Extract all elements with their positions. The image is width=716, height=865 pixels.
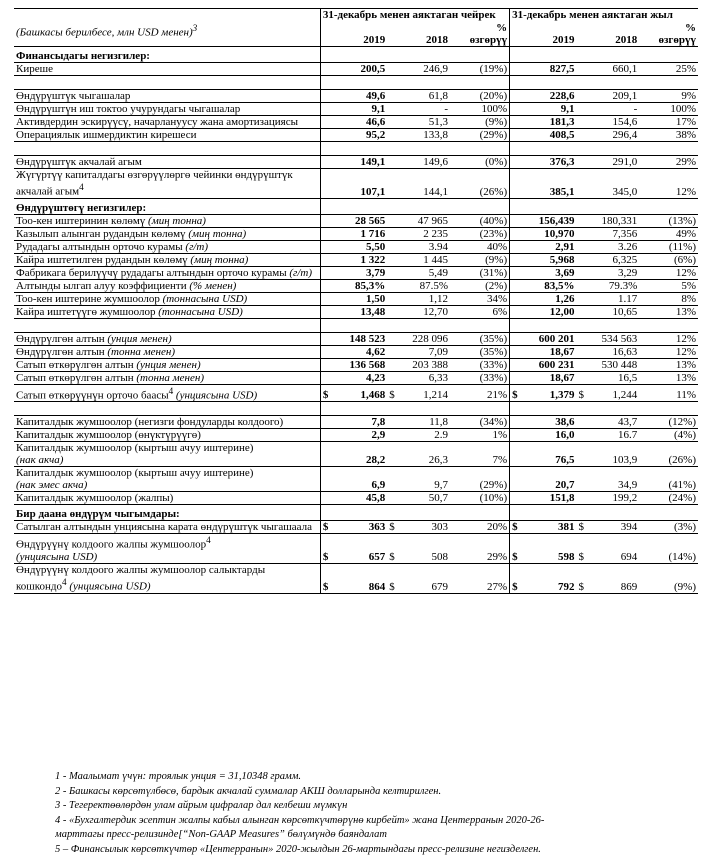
quarter-change: (29%) <box>450 467 510 492</box>
table-row <box>14 156 698 169</box>
year-2018: - <box>589 103 639 116</box>
quarter-change: 34% <box>450 292 510 305</box>
quarter-2019: 3,79 <box>335 266 387 279</box>
table-row <box>14 129 698 142</box>
year-2018: 3,29 <box>589 266 639 279</box>
year-year-2018: 2018 <box>589 22 639 47</box>
year-change: (9%) <box>639 563 698 593</box>
row-label: Кайра иштетилген рудандын көлөмү (миң тонна) <box>14 253 320 266</box>
table-row <box>14 90 698 103</box>
year-change: (4%) <box>639 429 698 442</box>
year-change: (6%) <box>639 253 698 266</box>
quarter-change: 21% <box>450 384 510 402</box>
quarter-2019: 85,3% <box>335 279 387 292</box>
year-2018: 154,6 <box>589 116 639 129</box>
quarter-change: (40%) <box>450 214 510 227</box>
year-2018: 103,9 <box>589 442 639 467</box>
row-label: Капиталдык жумшоолор (кыртыш ачуу иштерине) (нак эмес акча) <box>14 467 320 492</box>
table-row <box>14 467 698 492</box>
table-row: Сатып өткөрүүнүн орточо баасы$^4$ (унциясына USD) $ 1,468 $ 1,214 21% $ 1,379 $ 1,244 11% <box>16 385 696 402</box>
quarter-change: (23%) <box>450 227 510 240</box>
year-change: 9% <box>639 90 698 103</box>
table-row <box>14 358 698 371</box>
year-2018: 7,356 <box>589 227 639 240</box>
quarter-2018: 26,3 <box>400 442 450 467</box>
year-2018: 16,63 <box>589 345 639 358</box>
footnotes <box>55 770 705 857</box>
year-2018: 43,7 <box>589 416 639 429</box>
quarter-2018: 203 388 <box>400 358 450 371</box>
row-label: Капиталдык жумшоолор (кыртыш ачуу иштерине) (нак акча) <box>14 442 320 467</box>
quarter-change: 7% <box>450 442 510 467</box>
quarter-change: (19%) <box>450 63 510 76</box>
year-change: 13% <box>639 305 698 318</box>
row-label: Киреше <box>14 63 320 76</box>
table-row <box>14 371 698 384</box>
quarter-2019: 4,23 <box>335 371 387 384</box>
footnote: 2 - Башкасы көрсөтүлбөсө, бардык акчалай суммалар АКШ долларында келтирилген. <box>55 785 442 797</box>
year-2019: 3,69 <box>524 266 576 279</box>
table-row <box>14 416 698 429</box>
year-change: 12% <box>639 266 698 279</box>
year-2019: 18,67 <box>524 371 576 384</box>
row-label: Активдердин эскирүүсү, начарлануусу жана амортизациясы <box>14 116 320 129</box>
quarter-change: (26%) <box>450 169 510 199</box>
row-label: Өндүрүлгөн алтын (унция менен) <box>14 332 320 345</box>
quarter-2018: 61,8 <box>400 90 450 103</box>
quarter-2018: 679 <box>400 563 450 593</box>
year-2019: 600 201 <box>524 332 576 345</box>
table-row <box>14 227 698 240</box>
quarter-2018: - <box>400 103 450 116</box>
table-row: Сатылган алтындын унциясына карата өндүрүштүк чыгашаала $ 363 $ 303 20% $ 381 $ 394 (3%) <box>16 521 696 534</box>
table-row <box>14 332 698 345</box>
quarter-2019: 136 568 <box>335 358 387 371</box>
row-label: Фабрикага берилүүчү рудадагы алтындын орточо курамы (г/т) <box>14 266 320 279</box>
year-2018: 1,244 <box>589 384 639 402</box>
quarter-2018: 5,49 <box>400 266 450 279</box>
quarter-change-header: % өзгөрүү <box>450 22 510 47</box>
table-row: Өндүрүүнү колдоого жалпы жумшоолор салыктарды кошкондо$^4$ (унциясына USD) $ 864 $ 679 27% $ 792 $ 869 (9%) <box>16 563 696 593</box>
quarter-change: (20%) <box>450 90 510 103</box>
quarter-2019: 1,468 <box>335 384 387 402</box>
quarter-2018: 508 <box>400 534 450 564</box>
section-title: Финансыдагы негизгилер: <box>14 47 320 63</box>
quarter-change: (33%) <box>450 371 510 384</box>
quarter-2019: 4,62 <box>335 345 387 358</box>
year-change: 12% <box>639 332 698 345</box>
row-label: Сатып өткөрүлгөн алтын (унция менен) <box>14 358 320 371</box>
section-header-row <box>14 505 698 521</box>
spacer-row <box>14 402 698 416</box>
footnote: 1 - Маалымат үчүн: троялык унция = 31,10348 грамм. <box>55 771 302 782</box>
row-label: Кайра иштетүүгө жумшоолор (тоннасына USD) <box>14 305 320 318</box>
table-row <box>14 240 698 253</box>
year-2019: 408,5 <box>524 129 576 142</box>
quarter-2019: 107,1 <box>335 169 387 199</box>
quarter-change: (9%) <box>450 253 510 266</box>
quarter-2018: 2 235 <box>400 227 450 240</box>
year-2018: 694 <box>589 534 639 564</box>
year-2019: 181,3 <box>524 116 576 129</box>
quarter-2019: 2,9 <box>335 429 387 442</box>
quarter-2019: 13,48 <box>335 305 387 318</box>
year-2019: 228,6 <box>524 90 576 103</box>
row-label: Жүгүртүү капиталдагы өзгөрүүлөргө чейинки өндүрүштүк акчалай агым$^4$ <box>14 169 320 199</box>
quarter-change: 27% <box>450 563 510 593</box>
quarter-2019: 1,50 <box>335 292 387 305</box>
table-row <box>14 266 698 279</box>
quarter-2019: 28 565 <box>335 214 387 227</box>
row-label: Өндүрүштүк акчалай агым <box>14 156 320 169</box>
year-change: 25% <box>639 63 698 76</box>
footnote: марттагы пресс-релизинде[“Non-GAAP Measures” бөлүмүндө баяндалат <box>55 829 387 840</box>
quarter-2019: 95,2 <box>335 129 387 142</box>
row-label: Операциялык ишмердиктин кирешеси <box>14 129 320 142</box>
year-2019: 9,1 <box>524 103 576 116</box>
year-2019: 18,67 <box>524 345 576 358</box>
table-row <box>14 442 698 467</box>
quarter-change: 100% <box>450 103 510 116</box>
year-2018: 534 563 <box>589 332 639 345</box>
quarter-change: 20% <box>450 521 510 534</box>
year-2019: 10,970 <box>524 227 576 240</box>
quarter-2018: 3.94 <box>400 240 450 253</box>
quarter-2019: 28,2 <box>335 442 387 467</box>
year-2019: 156,439 <box>524 214 576 227</box>
table-row <box>14 345 698 358</box>
table-row <box>14 305 698 318</box>
quarter-2018: 51,3 <box>400 116 450 129</box>
year-change-header: % өзгөрүү <box>639 22 698 47</box>
quarter-2019: 1 322 <box>335 253 387 266</box>
year-2018: 10,65 <box>589 305 639 318</box>
row-label: Сатып өткөрүүнүн орточо баасы$^4$ (унциясына USD) <box>14 384 320 402</box>
quarter-change: 1% <box>450 429 510 442</box>
quarter-2018: 7,09 <box>400 345 450 358</box>
quarter-2019: 149,1 <box>335 156 387 169</box>
year-2018: 1.17 <box>589 292 639 305</box>
quarter-2018: 133,8 <box>400 129 450 142</box>
section-title: Өндүрүштөгү негизгилер: <box>14 198 320 214</box>
year-2019: 381 <box>524 521 576 534</box>
row-label: Өндүрүүнү колдоого жалпы жумшоолор$^4$ (унциясына USD) <box>14 534 320 564</box>
year-2018: 345,0 <box>589 169 639 199</box>
year-change: 13% <box>639 371 698 384</box>
quarter-year-2019: 2019 <box>335 22 387 47</box>
year-2018: 869 <box>589 563 639 593</box>
year-change: (24%) <box>639 492 698 505</box>
year-change: 49% <box>639 227 698 240</box>
row-label: Рудадагы алтындын орточо курамы (г/т) <box>14 240 320 253</box>
year-2019: 600 231 <box>524 358 576 371</box>
quarter-2018: 1,214 <box>400 384 450 402</box>
row-label: Тоо-кен иштеринин көлөмү (миң тонна) <box>14 214 320 227</box>
year-change: (12%) <box>639 416 698 429</box>
year-2018: 6,325 <box>589 253 639 266</box>
quarter-2019: 864 <box>335 563 387 593</box>
table-row <box>14 103 698 116</box>
quarter-change: 29% <box>450 534 510 564</box>
row-label: Капиталдык жумшоолор (жалпы) <box>14 492 320 505</box>
table-row: Өндүрүүнү колдоого жалпы жумшоолор$^4$ (унциясына USD) $ 657 $ 508 29% $ 598 $ 694 (14%) <box>16 535 696 563</box>
year-change: (14%) <box>639 534 698 564</box>
year-2018: 660,1 <box>589 63 639 76</box>
year-change: 38% <box>639 129 698 142</box>
year-change: (3%) <box>639 521 698 534</box>
row-label: Сатып өткөрүлгөн алтын (тонна менен) <box>14 371 320 384</box>
year-2019: 792 <box>524 563 576 593</box>
quarter-2019: 49,6 <box>335 90 387 103</box>
quarter-2019: 200,5 <box>335 63 387 76</box>
year-2019: 20,7 <box>524 467 576 492</box>
quarter-2018: 246,9 <box>400 63 450 76</box>
year-2019: 385,1 <box>524 169 576 199</box>
quarter-change: (29%) <box>450 129 510 142</box>
quarter-2019: 148 523 <box>335 332 387 345</box>
table-row <box>14 116 698 129</box>
quarter-2019: 7,8 <box>335 416 387 429</box>
table-row <box>14 169 698 199</box>
quarter-change: (35%) <box>450 332 510 345</box>
quarter-2019: 363 <box>335 521 387 534</box>
spacer-row <box>14 318 698 332</box>
year-2019: 376,3 <box>524 156 576 169</box>
table-row <box>14 253 698 266</box>
year-year-2019: 2019 <box>524 22 576 47</box>
spacer-row <box>14 76 698 90</box>
year-2019: 76,5 <box>524 442 576 467</box>
year-2018: 79.3% <box>589 279 639 292</box>
table-row <box>14 492 698 505</box>
quarter-2018: 87.5% <box>400 279 450 292</box>
unit-note: (Башкасы берилбесе, млн USD менен)$^3$ <box>14 22 320 47</box>
row-label: Тоо-кен иштерине жумшоолор (тоннасына USD) <box>14 292 320 305</box>
year-2019: 5,968 <box>524 253 576 266</box>
quarter-2018: 2.9 <box>400 429 450 442</box>
row-label: Өндүрүштүк чыгашалар <box>14 90 320 103</box>
quarter-2019: 657 <box>335 534 387 564</box>
spacer-row <box>14 142 698 156</box>
financial-highlights-table <box>14 8 698 594</box>
header-row-period <box>14 9 698 23</box>
quarter-2018: 12,70 <box>400 305 450 318</box>
year-2019: 83,5% <box>524 279 576 292</box>
section-header-row <box>14 47 698 63</box>
row-label: Өндүрүлгөн алтын (тонна менен) <box>14 345 320 358</box>
year-2019: 151,8 <box>524 492 576 505</box>
row-label: Өндүрүштүн иш токтоо учурундагы чыгашалар <box>14 103 320 116</box>
year-2019: 16,0 <box>524 429 576 442</box>
year-2019: 1,26 <box>524 292 576 305</box>
table-row <box>14 63 698 76</box>
quarter-2018: 144,1 <box>400 169 450 199</box>
header-row-years <box>14 22 698 47</box>
year-2018: 199,2 <box>589 492 639 505</box>
quarter-change: (9%) <box>450 116 510 129</box>
year-change: 5% <box>639 279 698 292</box>
quarter-2018: 47 965 <box>400 214 450 227</box>
year-change: 12% <box>639 345 698 358</box>
year-2019: 12,00 <box>524 305 576 318</box>
year-2018: 3.26 <box>589 240 639 253</box>
quarter-change: (0%) <box>450 156 510 169</box>
quarter-2018: 11,8 <box>400 416 450 429</box>
row-label: Казылып алынган рудандын көлөмү (миң тонна) <box>14 227 320 240</box>
row-label: Капиталдык жумшоолор (өнүктүрүүгө) <box>14 429 320 442</box>
year-change: 8% <box>639 292 698 305</box>
year-2019: 598 <box>524 534 576 564</box>
year-2019: 38,6 <box>524 416 576 429</box>
quarter-change: (31%) <box>450 266 510 279</box>
year-change: 17% <box>639 116 698 129</box>
quarter-change: 40% <box>450 240 510 253</box>
year-2018: 296,4 <box>589 129 639 142</box>
quarter-change: 6% <box>450 305 510 318</box>
year-change: (13%) <box>639 214 698 227</box>
year-2019: 1,379 <box>524 384 576 402</box>
year-column-title: 31-декабрь менен аяктаган жыл <box>510 9 698 23</box>
year-2018: 34,9 <box>589 467 639 492</box>
year-change: 12% <box>639 169 698 199</box>
quarter-change: (34%) <box>450 416 510 429</box>
quarter-change: (2%) <box>450 279 510 292</box>
year-2018: 291,0 <box>589 156 639 169</box>
quarter-2019: 9,1 <box>335 103 387 116</box>
quarter-2019: 45,8 <box>335 492 387 505</box>
year-change: (41%) <box>639 467 698 492</box>
row-label: Өндүрүүнү колдоого жалпы жумшоолор салыктарды кошкондо$^4$ (унциясына USD) <box>14 563 320 593</box>
year-change: 13% <box>639 358 698 371</box>
year-2018: 16.7 <box>589 429 639 442</box>
year-change: 100% <box>639 103 698 116</box>
table-row <box>14 214 698 227</box>
footnote: 4 - «Бухгалтердик эсептин жалпы кабыл алынган көрсөткүчтөрүнө кирбейт» жана Центерранын 2020-26- <box>55 814 545 826</box>
year-2018: 209,1 <box>589 90 639 103</box>
row-label: Сатылган алтындын унциясына карата өндүрүштүк чыгашаала <box>14 521 320 534</box>
year-change: 11% <box>639 384 698 402</box>
table-row <box>14 292 698 305</box>
footnote: 3 - Тегеректөөлөрдөн улам айрым цифралар дал келбеши мүмкүн <box>55 800 348 811</box>
year-2019: 2,91 <box>524 240 576 253</box>
quarter-change: (35%) <box>450 345 510 358</box>
quarter-year-2018: 2018 <box>400 22 450 47</box>
year-change: 29% <box>639 156 698 169</box>
row-label: Капиталдык жумшоолор (негизги фондуларды колдоого) <box>14 416 320 429</box>
table-row <box>14 429 698 442</box>
section-header-row <box>14 198 698 214</box>
quarter-2018: 149,6 <box>400 156 450 169</box>
quarter-2018: 228 096 <box>400 332 450 345</box>
quarter-column-title: 31-декабрь менен аяктаган чейрек <box>320 9 509 23</box>
year-2018: 180,331 <box>589 214 639 227</box>
footnote: 5 – Финансылык көрсөткүчтөр «Центерранын» 2020-жылдын 26-мартындагы пресс-релизине негизделген. <box>55 843 541 855</box>
quarter-2018: 1,12 <box>400 292 450 305</box>
year-2018: 16,5 <box>589 371 639 384</box>
year-2018: 530 448 <box>589 358 639 371</box>
quarter-2018: 6,33 <box>400 371 450 384</box>
quarter-2018: 303 <box>400 521 450 534</box>
quarter-change: (10%) <box>450 492 510 505</box>
quarter-2019: 6,9 <box>335 467 387 492</box>
quarter-2018: 1 445 <box>400 253 450 266</box>
year-2018: 394 <box>589 521 639 534</box>
quarter-2019: 46,6 <box>335 116 387 129</box>
quarter-change: (33%) <box>450 358 510 371</box>
quarter-2019: 5,50 <box>335 240 387 253</box>
year-change: (26%) <box>639 442 698 467</box>
year-change: (11%) <box>639 240 698 253</box>
quarter-2019: 1 716 <box>335 227 387 240</box>
quarter-2018: 50,7 <box>400 492 450 505</box>
table-row <box>14 279 698 292</box>
quarter-2018: 9,7 <box>400 467 450 492</box>
section-title: Бир даана өндүрүм чыгымдары: <box>14 505 320 521</box>
year-2019: 827,5 <box>524 63 576 76</box>
row-label: Алтынды ылгап алуу коэффициенти (% менен) <box>14 279 320 292</box>
